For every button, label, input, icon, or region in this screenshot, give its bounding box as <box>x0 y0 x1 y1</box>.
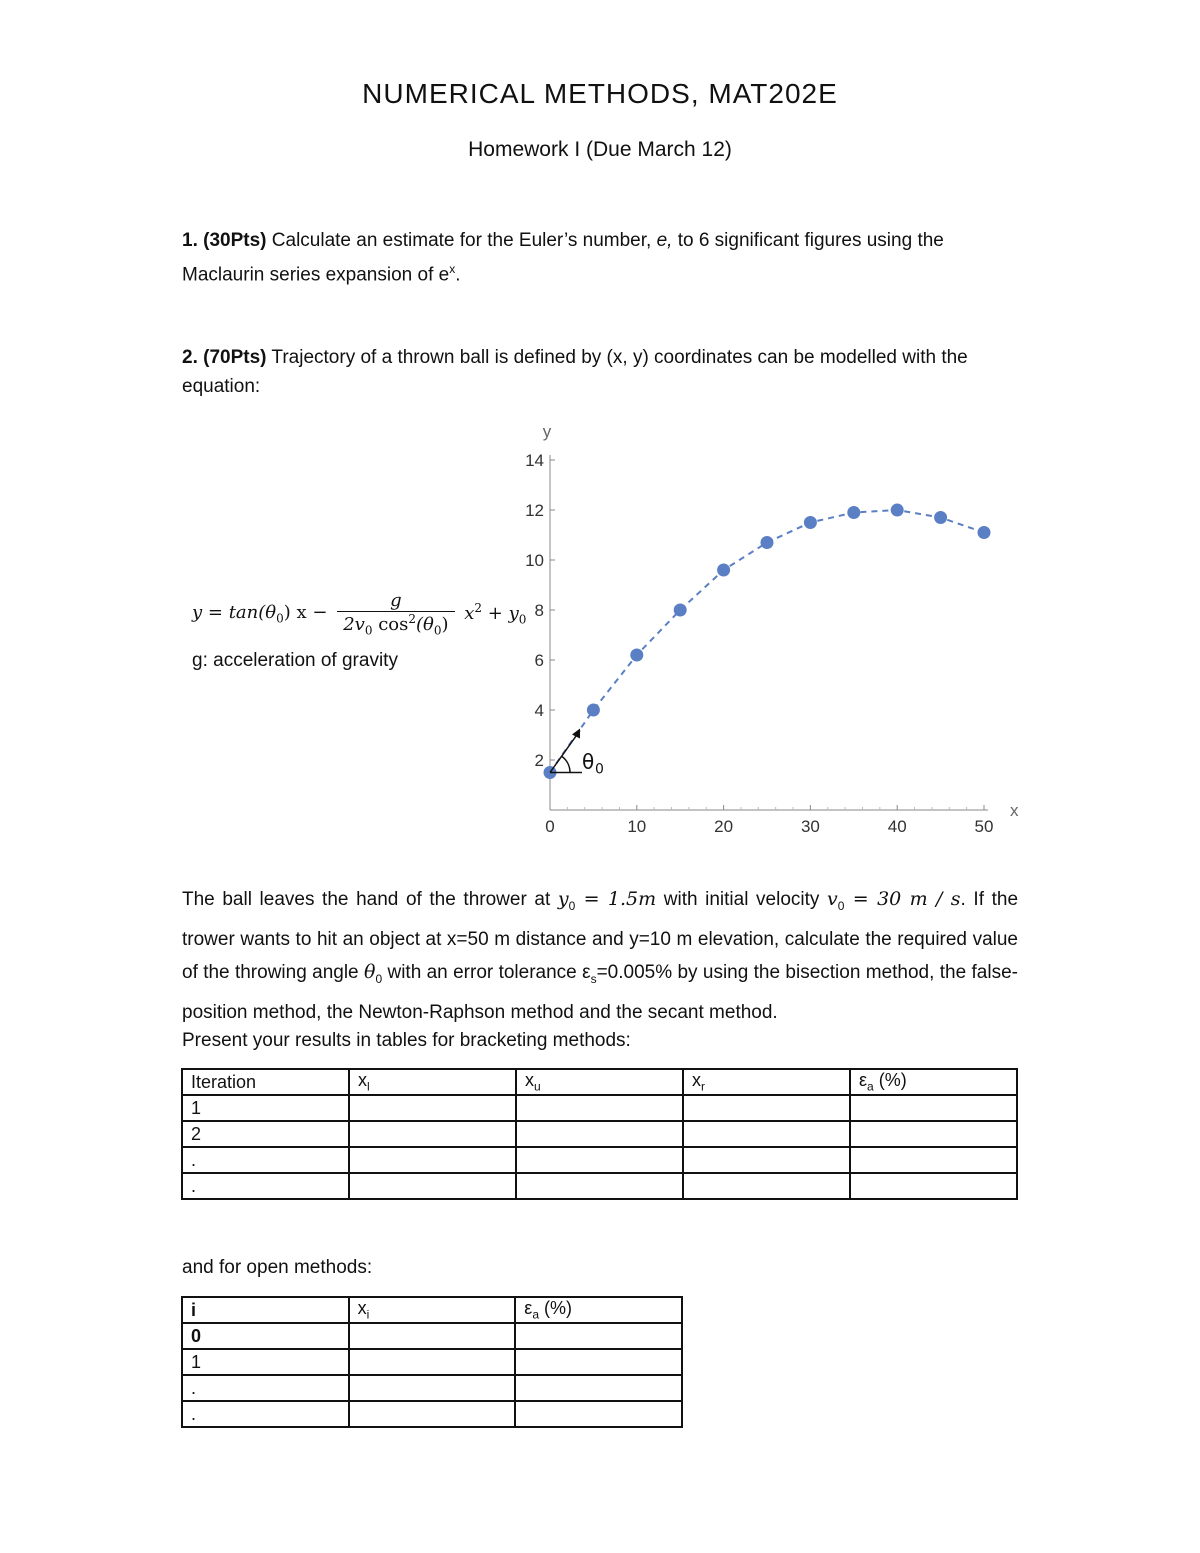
angle-label-sub: 0 <box>595 761 604 778</box>
body-y0: y <box>557 888 569 910</box>
open-methods-label: and for open methods: <box>182 1257 373 1278</box>
q1-text-a: Calculate an estimate for the Euler’s number, <box>266 230 657 251</box>
table-row <box>182 1323 682 1349</box>
x-tick-label: 40 <box>887 817 907 836</box>
eq-denominator: $2v_0$ $\cos^2(\theta_0)$ <box>343 612 449 638</box>
row-label: . <box>182 1173 349 1199</box>
bracketing-table <box>181 1068 1018 1200</box>
table-row <box>182 1121 1017 1147</box>
gravity-note: g: acceleration of gravity <box>192 650 398 671</box>
eq-sub-y0: 0 <box>518 612 527 627</box>
problem-statement: The ball leaves the hand of the thrower at $y_0 = 1.5m$ with initial velocity $v_0 = 30$ m / s. If the trower wants to hit an object at x=50 m distance and y=10 m elevation, calculate the required value of the throwing angle $\theta_0$ with an error tolerance $\varepsilon_s=0.005\%$ by using the bisection method, the false-position method, the Newton-Raphson method and the secant method. <box>182 888 1019 1023</box>
data-point <box>674 604 687 617</box>
table-row <box>182 1401 682 1427</box>
y-tick-label: 4 <box>534 701 544 720</box>
col-xu: $x_u$ <box>516 1069 683 1095</box>
q1-text-b: to 6 significant figures using the Maclaurin series expansion of e <box>182 230 944 286</box>
x-tick-label: 20 <box>714 817 734 836</box>
velocity-arrow <box>550 731 580 773</box>
row-label: . <box>182 1401 349 1427</box>
open-header-row <box>182 1297 682 1323</box>
body-v0-value: = 30 m / s <box>844 888 961 910</box>
eq-sub-1: 0 <box>276 611 284 626</box>
y-axis-label: y <box>542 422 552 441</box>
angle-label: θ <box>582 749 595 774</box>
data-point <box>587 704 600 717</box>
eq-x: x <box>464 603 475 624</box>
angle-arc <box>562 757 570 773</box>
q1-sup: x <box>449 262 456 276</box>
table-row <box>182 1375 682 1401</box>
body-s: s <box>590 971 597 986</box>
row-label: . <box>182 1375 349 1401</box>
document-title: NUMERICAL METHODS, MAT202E <box>362 78 838 109</box>
data-point <box>717 564 730 577</box>
q1-points: (30Pts) <box>203 230 267 251</box>
q1-number: 1. <box>182 230 198 251</box>
body-p1: The ball leaves the hand of the thrower at <box>182 889 558 910</box>
body-p2: with initial velocity <box>656 889 828 910</box>
data-point <box>978 526 991 539</box>
table-row <box>182 1173 1017 1199</box>
col-ea-open: $\varepsilon_a$ (%) <box>515 1297 682 1323</box>
eq-mid: ) x − <box>283 602 328 623</box>
y-tick-label: 12 <box>525 501 544 520</box>
col-xi: $x_i$ <box>349 1297 516 1323</box>
question-1 <box>182 226 1018 289</box>
eq-denom-cos: cos <box>372 614 409 635</box>
trajectory-equation: $y = \tan(\theta_0) x$ − $\frac{g}{2v_0 \cos^2(\theta_0)}$ $x^2 + y_0$ <box>192 590 527 638</box>
y-tick-label: 10 <box>525 551 544 570</box>
col-xl: $x_l$ <box>349 1069 516 1095</box>
data-point <box>630 649 643 662</box>
q2-number: 2. <box>182 347 198 368</box>
eq-plus-y: + y <box>482 603 519 624</box>
data-point <box>761 536 774 549</box>
body-theta: θ <box>363 960 376 983</box>
eq-denom-2v: 2v <box>343 614 365 635</box>
present-label: Present your results in tables for bracketing methods: <box>182 1030 631 1051</box>
body-p3: . If the trower wants to hit an object at x=50 m distance and y=10 m elevation, calculate the required value of the throwing angle <box>182 889 1019 983</box>
open-methods-table <box>181 1296 683 1428</box>
row-label: 0 <box>182 1323 349 1349</box>
col-ea: $\varepsilon_a$ (%) <box>850 1069 1017 1095</box>
eq-denom-sub: 0 <box>364 623 373 638</box>
data-point <box>891 504 904 517</box>
data-point <box>847 506 860 519</box>
x-tick-label: 0 <box>545 817 555 836</box>
x-axis-label: x <box>1010 801 1019 820</box>
row-label: 1 <box>182 1349 349 1375</box>
x-tick-label: 10 <box>627 817 647 836</box>
bracketing-header-row <box>182 1069 1017 1095</box>
eq-denom-sub2: 0 <box>433 623 442 638</box>
table-row <box>182 1349 682 1375</box>
document-subtitle: Homework I (Due March 12) <box>468 138 732 161</box>
trajectory-chart <box>500 415 1030 845</box>
y-tick-label: 2 <box>534 751 544 770</box>
body-v0: v <box>827 888 838 910</box>
y-tick-label: 14 <box>525 451 544 470</box>
col-iteration: Iteration <box>182 1069 349 1095</box>
row-label: 1 <box>182 1095 349 1121</box>
x-tick-label: 30 <box>800 817 820 836</box>
q2-points: (70Pts) <box>203 347 267 368</box>
col-i: i <box>182 1297 349 1323</box>
row-label: 2 <box>182 1121 349 1147</box>
body-p4: with an error tolerance ε <box>382 961 591 983</box>
data-point <box>804 516 817 529</box>
q1-end: . <box>455 264 461 286</box>
data-point <box>934 511 947 524</box>
y-tick-label: 8 <box>534 601 544 620</box>
body-p5: =0.005% by using the bisection method, the false-position method, the Newton-Raphson method and the secant method. <box>182 961 1018 1023</box>
trajectory-line <box>550 510 984 773</box>
eq-fraction <box>337 590 454 638</box>
table-row <box>182 1095 1017 1121</box>
table-row <box>182 1147 1017 1173</box>
eq-lhs: y = tan(θ <box>192 602 277 623</box>
eq-denom-theta: (θ <box>416 614 434 635</box>
x-tick-label: 50 <box>974 817 994 836</box>
eq-numerator: g <box>337 590 454 612</box>
q2-text: Trajectory of a thrown ball is defined by (x, y) coordinates can be modelled with the equation: <box>182 347 968 397</box>
row-label: . <box>182 1147 349 1173</box>
body-y0-value: = 1.5m <box>575 888 657 910</box>
col-xr: $x_r$ <box>683 1069 850 1095</box>
q1-e: e, <box>656 230 673 251</box>
y-tick-label: 6 <box>534 651 544 670</box>
question-2 <box>182 343 1018 401</box>
